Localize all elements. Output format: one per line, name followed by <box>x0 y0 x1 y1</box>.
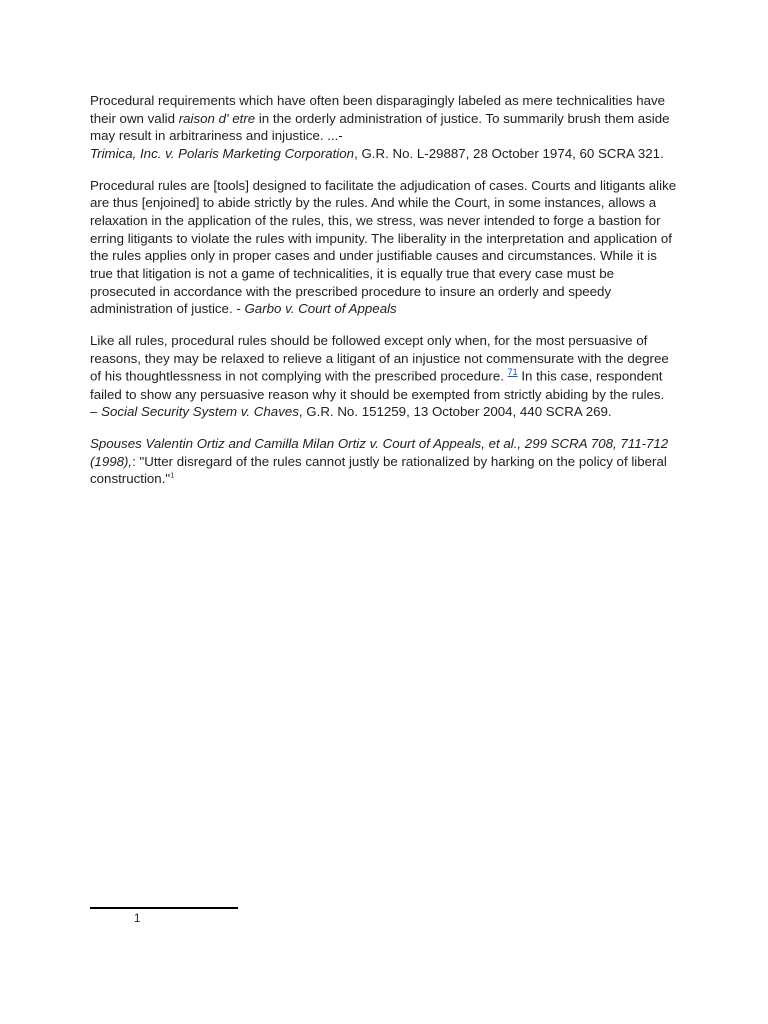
footnote-separator-line <box>90 907 238 909</box>
text-segment: in the orderly administration of justice. To summarily brush them aside may result in arbitrariness and injustice. ...- <box>90 110 670 144</box>
paragraph <box>90 332 682 421</box>
footnote-area <box>90 907 682 925</box>
text-segment: Social Security System v. Chaves <box>101 404 299 420</box>
paragraph <box>90 177 682 318</box>
text-segment: Like all rules, procedural rules should be followed except only when, for the most persuasive of reasons, they may be relaxed to relieve a litigant of an injustice not commensurate with the degree of his thoughtlessness in not complying with the prescribed procedure. <box>90 333 669 384</box>
text-segment: Procedural requirements which have often been disparagingly labeled as mere technicalities have their own valid <box>90 93 666 126</box>
text-segment: : "Utter disregard of the rules cannot justly be rationalized by harking on the policy of liberal construction." <box>90 453 667 487</box>
document-body <box>90 92 682 502</box>
paragraph <box>90 92 682 163</box>
text-segment: raison d' etre <box>178 110 256 126</box>
text-segment: Garbo v. Court of Appeals <box>244 301 397 317</box>
footnote-marker: 1 <box>170 470 175 480</box>
text-segment: Trimica, Inc. v. Polaris Marketing Corporation <box>90 146 355 162</box>
text-segment: – <box>90 404 102 420</box>
text-segment: In this case, respondent failed to show any persuasive reason why it should be exempted from strictly abiding by the rules. <box>90 368 665 402</box>
footnote-ref-link[interactable]: 71 <box>507 367 518 378</box>
paragraph <box>90 435 682 488</box>
text-segment: , G.R. No. L-29887, 28 October 1974, 60 SCRA 321. <box>354 146 664 162</box>
text-segment: Spouses Valentin Ortiz and Camilla Milan Ortiz v. Court of Appeals, et al., 299 SCRA 708, 711-712 (1998), <box>90 435 669 469</box>
footnote-number: 1 <box>134 913 141 925</box>
text-segment: Procedural rules are [tools] designed to facilitate the adjudication of cases. Courts and litigants alike are thus [enjoined] to abide strictly by the rules. And while the Court, in some instances, allows a relaxation in the application of the rules, this, we stress, was never intended to forge a bastion for erring litigants to violate the rules with impunity. The liberality in the interpretation and application of the rules applies only in proper cases and under justifiable causes and circumstances. While it is true that litigation is not a game of technicalities, it is equally true that every case must be prosecuted in accordance with the prescribed procedure to insure an orderly and speedy administration of justice. - <box>90 177 677 317</box>
text-segment: , G.R. No. 151259, 13 October 2004, 440 SCRA 269. <box>298 404 612 420</box>
